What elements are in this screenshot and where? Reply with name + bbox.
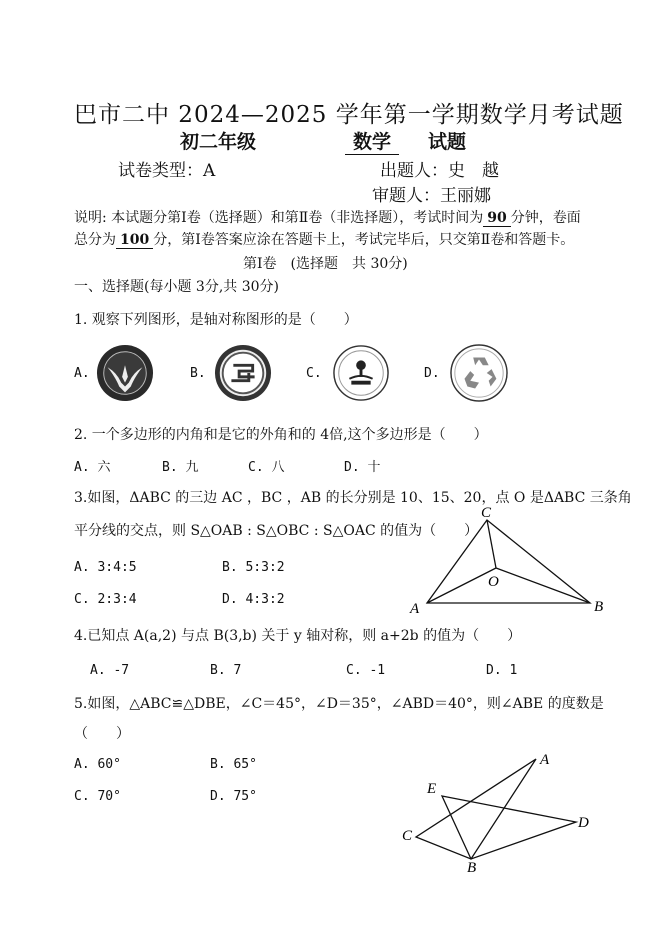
- instr-text-d: 分，第Ⅰ卷答案应涂在答题卡上，考试完毕后，只交第Ⅱ卷和答题卡。: [153, 232, 575, 248]
- q3-label-c: C: [481, 505, 492, 521]
- q4-option-a: A. -7: [90, 663, 130, 678]
- q3-option-d: D. 4:3:2: [222, 592, 285, 607]
- q5-option-b: B. 65°: [210, 757, 257, 772]
- q3-label-a: A: [410, 601, 420, 617]
- q4-option-d: D. 1: [486, 663, 518, 678]
- q4-option-b: B. 7: [210, 663, 242, 678]
- emblem-b-icon: [214, 344, 272, 402]
- reviewer: 审题人：王丽娜: [372, 186, 491, 206]
- q3-line-1: 3.如图，ΔABC 的三边 AC ，BC ，AB 的长分别是 10、15、20，点 O 是ΔABC 三条角: [74, 490, 632, 506]
- section-title: 第Ⅰ卷 (选择题 共 30分): [243, 256, 408, 272]
- setter: 出题人：史 越: [380, 161, 499, 181]
- q5-label-e: E: [427, 781, 437, 797]
- q1-label-d: D.: [424, 366, 440, 381]
- instr-text-b: 分钟，卷面: [510, 210, 581, 226]
- q3-line-2: 平分线的交点，则 S△OAB : S△OBC : S△OAC 的值为（ ）: [74, 523, 479, 539]
- q5-label-b: B: [467, 860, 477, 874]
- q3-triangle-figure: [400, 500, 616, 620]
- q5-blank: （ ）: [74, 726, 130, 742]
- instr-text-a: 说明: 本试题分第Ⅰ卷（选择题）和第Ⅱ卷（非选择题），考试时间为: [74, 210, 484, 226]
- q2-option-d: D. 十: [344, 460, 381, 475]
- q1-label-c: C.: [306, 366, 322, 381]
- q2-option-a: A. 六: [74, 460, 111, 475]
- exam-word: 试题: [428, 131, 467, 153]
- exam-title: 巴市二中 2024—2025 学年第一学期数学月考试题: [74, 102, 624, 128]
- q5-label-d: D: [578, 815, 589, 831]
- q5-label-c: C: [402, 828, 413, 844]
- q3-option-b: B. 5:3:2: [222, 560, 285, 575]
- grade-label: 初二年级: [180, 131, 257, 153]
- instr-text-c: 总分为: [74, 232, 116, 248]
- q1-label-b: B.: [190, 366, 206, 381]
- emblem-a-icon: [96, 344, 154, 402]
- q3-label-o: O: [488, 574, 499, 590]
- q5-triangles-figure: [396, 744, 596, 874]
- q4-option-c: C. -1: [346, 663, 386, 678]
- q5-label-a: A: [540, 752, 550, 768]
- instructions-line-2: [74, 229, 574, 249]
- q2-option-b: B. 九: [162, 460, 199, 475]
- subject-label: 数学: [345, 127, 399, 155]
- instructions-line-1: [74, 207, 581, 227]
- q5-option-a: A. 60°: [74, 757, 121, 772]
- q5-option-d: D. 75°: [210, 789, 257, 804]
- q5-stem: 5.如图，△ABC≌△DBE，∠C＝45°，∠D＝35°，∠ABD＝40°，则∠ABE 的度数是: [74, 696, 604, 712]
- q4-stem: 4.已知点 A(a,2) 与点 B(3,b) 关于 y 轴对称，则 a+2b 的值为（ ）: [74, 628, 522, 644]
- q3-option-a: A. 3:4:5: [74, 560, 137, 575]
- q3-option-c: C. 2:3:4: [74, 592, 137, 607]
- paper-type: 试卷类型：A: [118, 161, 216, 181]
- exam-time: 90: [483, 210, 510, 227]
- q1-stem: 1. 观察下列图形，是轴对称图形的是（ ）: [74, 312, 358, 328]
- q5-option-c: C. 70°: [74, 789, 121, 804]
- q3-label-b: B: [594, 599, 604, 615]
- total-score: 100: [116, 232, 153, 249]
- q2-stem: 2. 一个多边形的内角和是它的外角和的 4倍,这个多边形是（ ）: [74, 427, 488, 443]
- emblem-c-icon: [332, 344, 390, 402]
- part-title: 一、选择题(每小题 3分,共 30分): [74, 279, 279, 295]
- recycle-emblem-d-icon: [450, 344, 508, 402]
- q1-label-a: A.: [74, 366, 90, 381]
- q2-option-c: C. 八: [248, 460, 285, 475]
